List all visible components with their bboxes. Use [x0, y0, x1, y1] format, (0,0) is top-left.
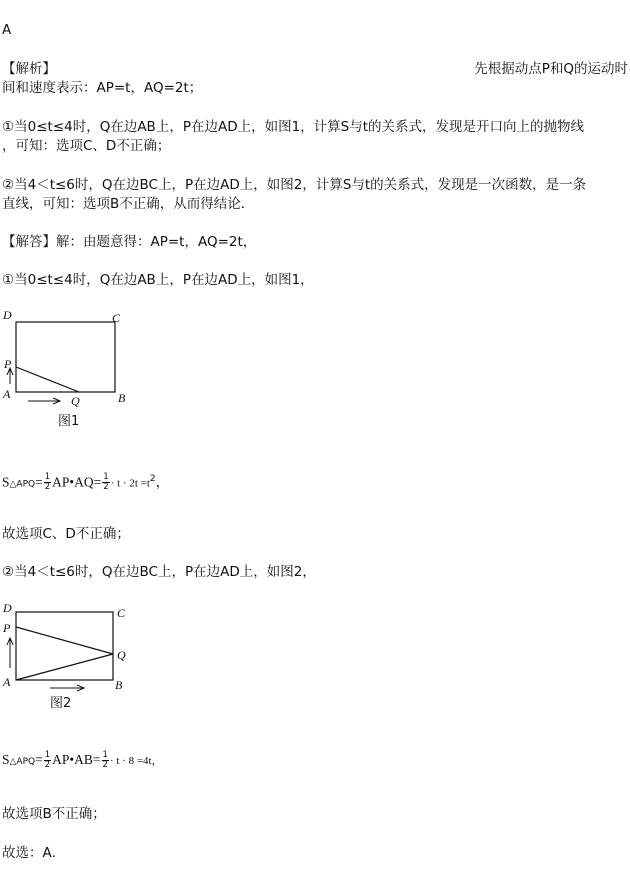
formula2-tail: · t · 8 =4t，	[109, 755, 163, 767]
formula1-sub: △APQ	[9, 479, 36, 490]
formula1-frac2-den: 2	[103, 482, 109, 492]
analysis-case1-cont: ，可知：选项C、D不正确；	[2, 138, 171, 154]
formula2-frac1	[44, 751, 51, 770]
label-b: B	[115, 678, 123, 692]
solution-intro: 解：由题意得：AP=t，AQ=2t，	[56, 234, 257, 250]
formula2-mid: AP•AB=	[52, 752, 101, 767]
formula2-frac2-den: 2	[102, 759, 108, 770]
label-q: Q	[117, 648, 126, 662]
formula1-end: ，	[155, 474, 170, 491]
label-c: C	[112, 311, 121, 325]
formula-2	[2, 748, 163, 772]
formula2-sub: △APQ	[9, 757, 36, 767]
formula1-frac1-num: 1	[44, 472, 51, 482]
answer-letter: A	[2, 22, 12, 38]
solution-tag: 【解答】	[2, 234, 56, 250]
formula1-frac2	[102, 473, 109, 492]
analysis-case2-cont: 直线，可知：选项B不正确，从而得结论．	[2, 196, 255, 212]
solution-case2: ②当4＜t≤6时，Q在边BC上，P在边AD上，如图2，	[2, 564, 316, 580]
formula2-eq: =	[35, 752, 43, 767]
label-p: P	[3, 621, 11, 635]
analysis-case2: ②当4＜t≤6时，Q在边BC上，P在边AD上，如图2，计算S与t的关系式，发现是一次函数，是一条	[2, 177, 587, 193]
formula1-frac2-num: 1	[103, 472, 109, 482]
solution-conclusion-1: 故选项C、D不正确；	[2, 526, 130, 542]
figure2-caption: 图2	[50, 696, 72, 711]
formula1-eq: =	[35, 474, 43, 490]
formula2-frac2	[102, 751, 109, 770]
analysis-intro-left: 间和速度表示：AP=t，AQ=2t；	[2, 80, 203, 96]
formula1-sup: 2	[149, 474, 156, 484]
solution-heading	[2, 232, 256, 252]
solution-conclusion-2: 故选项B不正确；	[2, 806, 106, 822]
figure1-caption: 图1	[58, 414, 80, 429]
label-q: Q	[71, 394, 80, 408]
solution-final: 故选：A．	[2, 845, 66, 861]
figure-2	[0, 598, 140, 712]
analysis-tag: 【解析】	[2, 61, 56, 77]
label-p: P	[4, 357, 12, 371]
formula1-frac1-den: 2	[44, 482, 51, 492]
formula1-frac1	[44, 473, 51, 492]
formula1-tail: · t · 2t =t	[110, 477, 150, 490]
formula2-frac1-num: 1	[44, 749, 51, 760]
solution-case1: ①当0≤t≤4时，Q在边AB上，P在边AD上，如图1，	[2, 272, 314, 288]
formula1-mid: AP•AQ=	[52, 474, 102, 490]
formula2-frac2-num: 1	[102, 749, 108, 760]
formula1-s: S	[2, 474, 10, 490]
rectangle-abcd	[16, 612, 113, 680]
label-b: B	[118, 391, 126, 405]
label-c: C	[117, 606, 126, 620]
rectangle-abcd	[16, 322, 115, 392]
segment-aq	[16, 654, 113, 680]
segment-pq	[16, 627, 113, 654]
label-d: D	[3, 601, 12, 615]
segment-pq	[16, 367, 79, 392]
figure-1	[0, 306, 140, 430]
label-a: A	[3, 387, 11, 401]
formula-1	[2, 467, 169, 491]
formula2-s: S	[2, 752, 10, 767]
label-d: D	[3, 308, 12, 322]
formula2-frac1-den: 2	[44, 759, 51, 770]
analysis-case1: ①当0≤t≤4时，Q在边AB上，P在边AD上，如图1，计算S与t的关系式，发现是开口向上的抛物线	[2, 119, 585, 135]
analysis-intro-right: 先根据动点P和Q的运动时	[474, 61, 628, 77]
label-a: A	[3, 675, 11, 689]
